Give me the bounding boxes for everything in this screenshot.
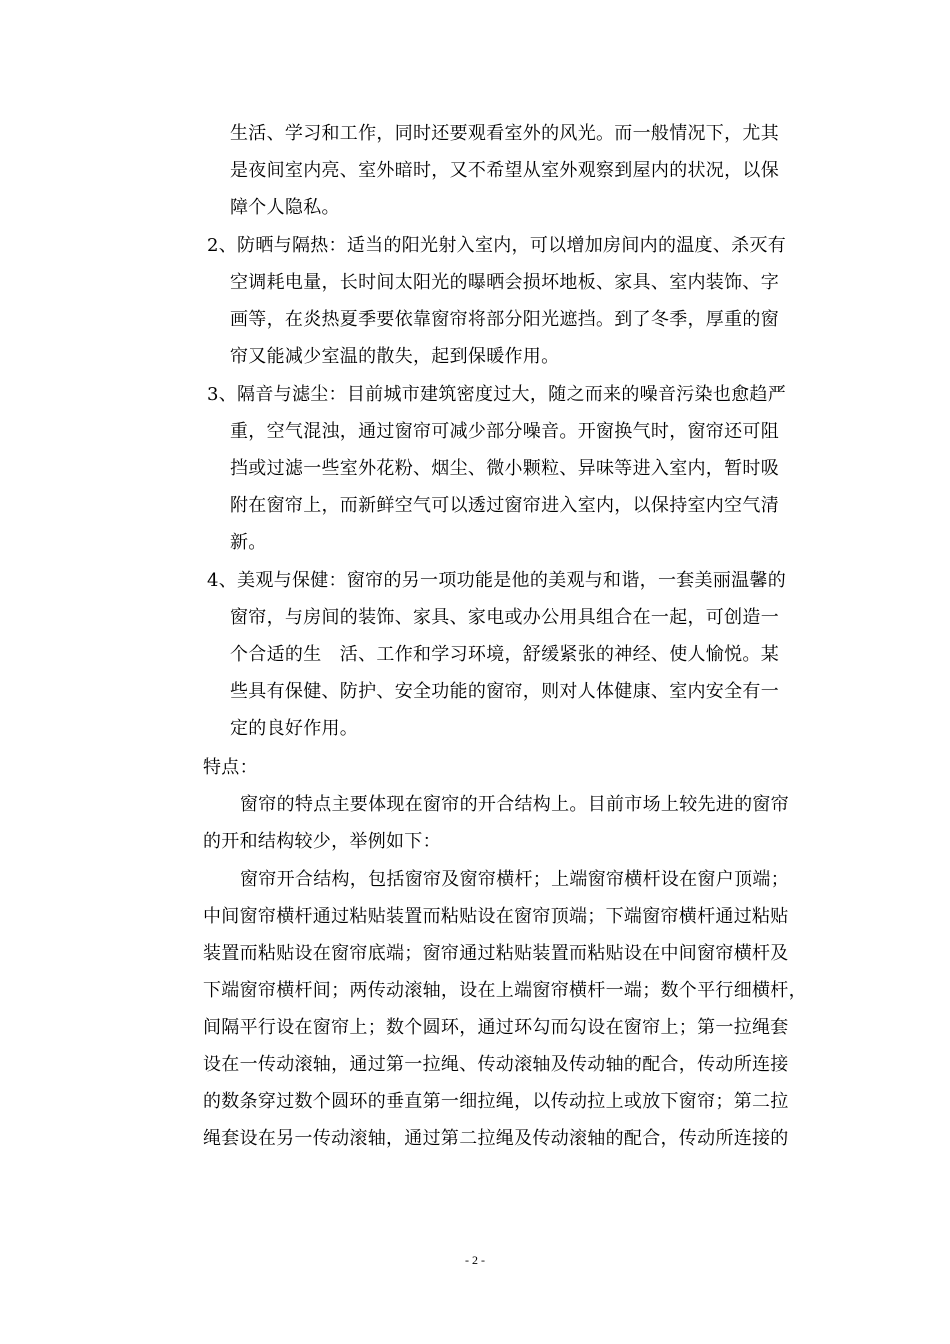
text-line: 画等，在炎热夏季要依靠窗帘将部分阳光遮挡。到了冬季，厚重的窗 bbox=[230, 309, 779, 330]
text-line: 是夜间室内亮、室外暗时，又不希望从室外观察到屋内的状况，以保 bbox=[230, 160, 779, 181]
text-line: 定的良好作用。 bbox=[230, 718, 359, 739]
text-line: 重，空气混浊，通过窗帘可减少部分噪音。开窗换气时，窗帘还可阻 bbox=[230, 421, 779, 442]
text-line: 窗帘的特点主要体现在窗帘的开合结构上。目前市场上较先进的窗帘 bbox=[240, 794, 789, 815]
text-line: 挡或过滤一些室外花粉、烟尘、微小颗粒、异味等进入室内，暂时吸 bbox=[230, 458, 779, 479]
text-line: 的开和结构较少，举例如下： bbox=[203, 831, 441, 852]
text-line: 中间窗帘横杆通过粘贴装置而粘贴设在窗帘顶端；下端窗帘横杆通过粘贴 bbox=[203, 906, 789, 927]
text-line: 下端窗帘横杆间；两传动滚轴，设在上端窗帘横杆一端；数个平行细横杆， bbox=[203, 980, 807, 1001]
text-line: 空调耗电量，长时间太阳光的曝晒会损坏地板、家具、室内装饰、字 bbox=[230, 272, 779, 293]
text-line: 障个人隐私。 bbox=[230, 197, 340, 218]
list-item-heading: 3、隔音与滤尘：目前城市建筑密度过大，随之而来的噪音污染也愈趋严 bbox=[207, 384, 787, 405]
list-item-heading: 2、防晒与隔热：适当的阳光射入室内，可以增加房间内的温度、杀灭有 bbox=[207, 235, 787, 256]
text-line: 窗帘，与房间的装饰、家具、家电或办公用具组合在一起，可创造一 bbox=[230, 607, 779, 628]
text-line: 间隔平行设在窗帘上；数个圆环，通过环勾而勾设在窗帘上；第一拉绳套 bbox=[203, 1017, 789, 1038]
text-line: 个合适的生 活、工作和学习环境，舒缓紧张的神经、使人愉悦。某 bbox=[230, 644, 779, 665]
page-number: - 2 - bbox=[465, 1253, 485, 1267]
text-line: 设在一传动滚轴，通过第一拉绳、传动滚轴及传动轴的配合，传动所连接 bbox=[203, 1054, 789, 1075]
text-line: 新。 bbox=[230, 532, 267, 553]
text-line: 绳套设在另一传动滚轴，通过第二拉绳及传动滚轴的配合，传动所连接的 bbox=[203, 1128, 789, 1149]
text-line: 的数条穿过数个圆环的垂直第一细拉绳，以传动拉上或放下窗帘；第二拉 bbox=[203, 1091, 789, 1112]
text-line: 生活、学习和工作，同时还要观看室外的风光。而一般情况下，尤其 bbox=[230, 123, 779, 144]
text-line: 些具有保健、防护、安全功能的窗帘，则对人体健康、室内安全有一 bbox=[230, 681, 779, 702]
text-line: 窗帘开合结构，包括窗帘及窗帘横杆；上端窗帘横杆设在窗户顶端； bbox=[240, 869, 789, 890]
text-line: 附在窗帘上，而新鲜空气可以透过窗帘进入室内，以保持室内空气清 bbox=[230, 495, 779, 516]
text-line: 帘又能减少室温的散失，起到保暖作用。 bbox=[230, 346, 560, 367]
text-line: 装置而粘贴设在窗帘底端；窗帘通过粘贴装置而粘贴设在中间窗帘横杆及 bbox=[203, 943, 789, 964]
list-item-heading: 4、美观与保健：窗帘的另一项功能是他的美观与和谐，一套美丽温馨的 bbox=[207, 570, 787, 591]
section-heading: 特点： bbox=[203, 757, 258, 778]
